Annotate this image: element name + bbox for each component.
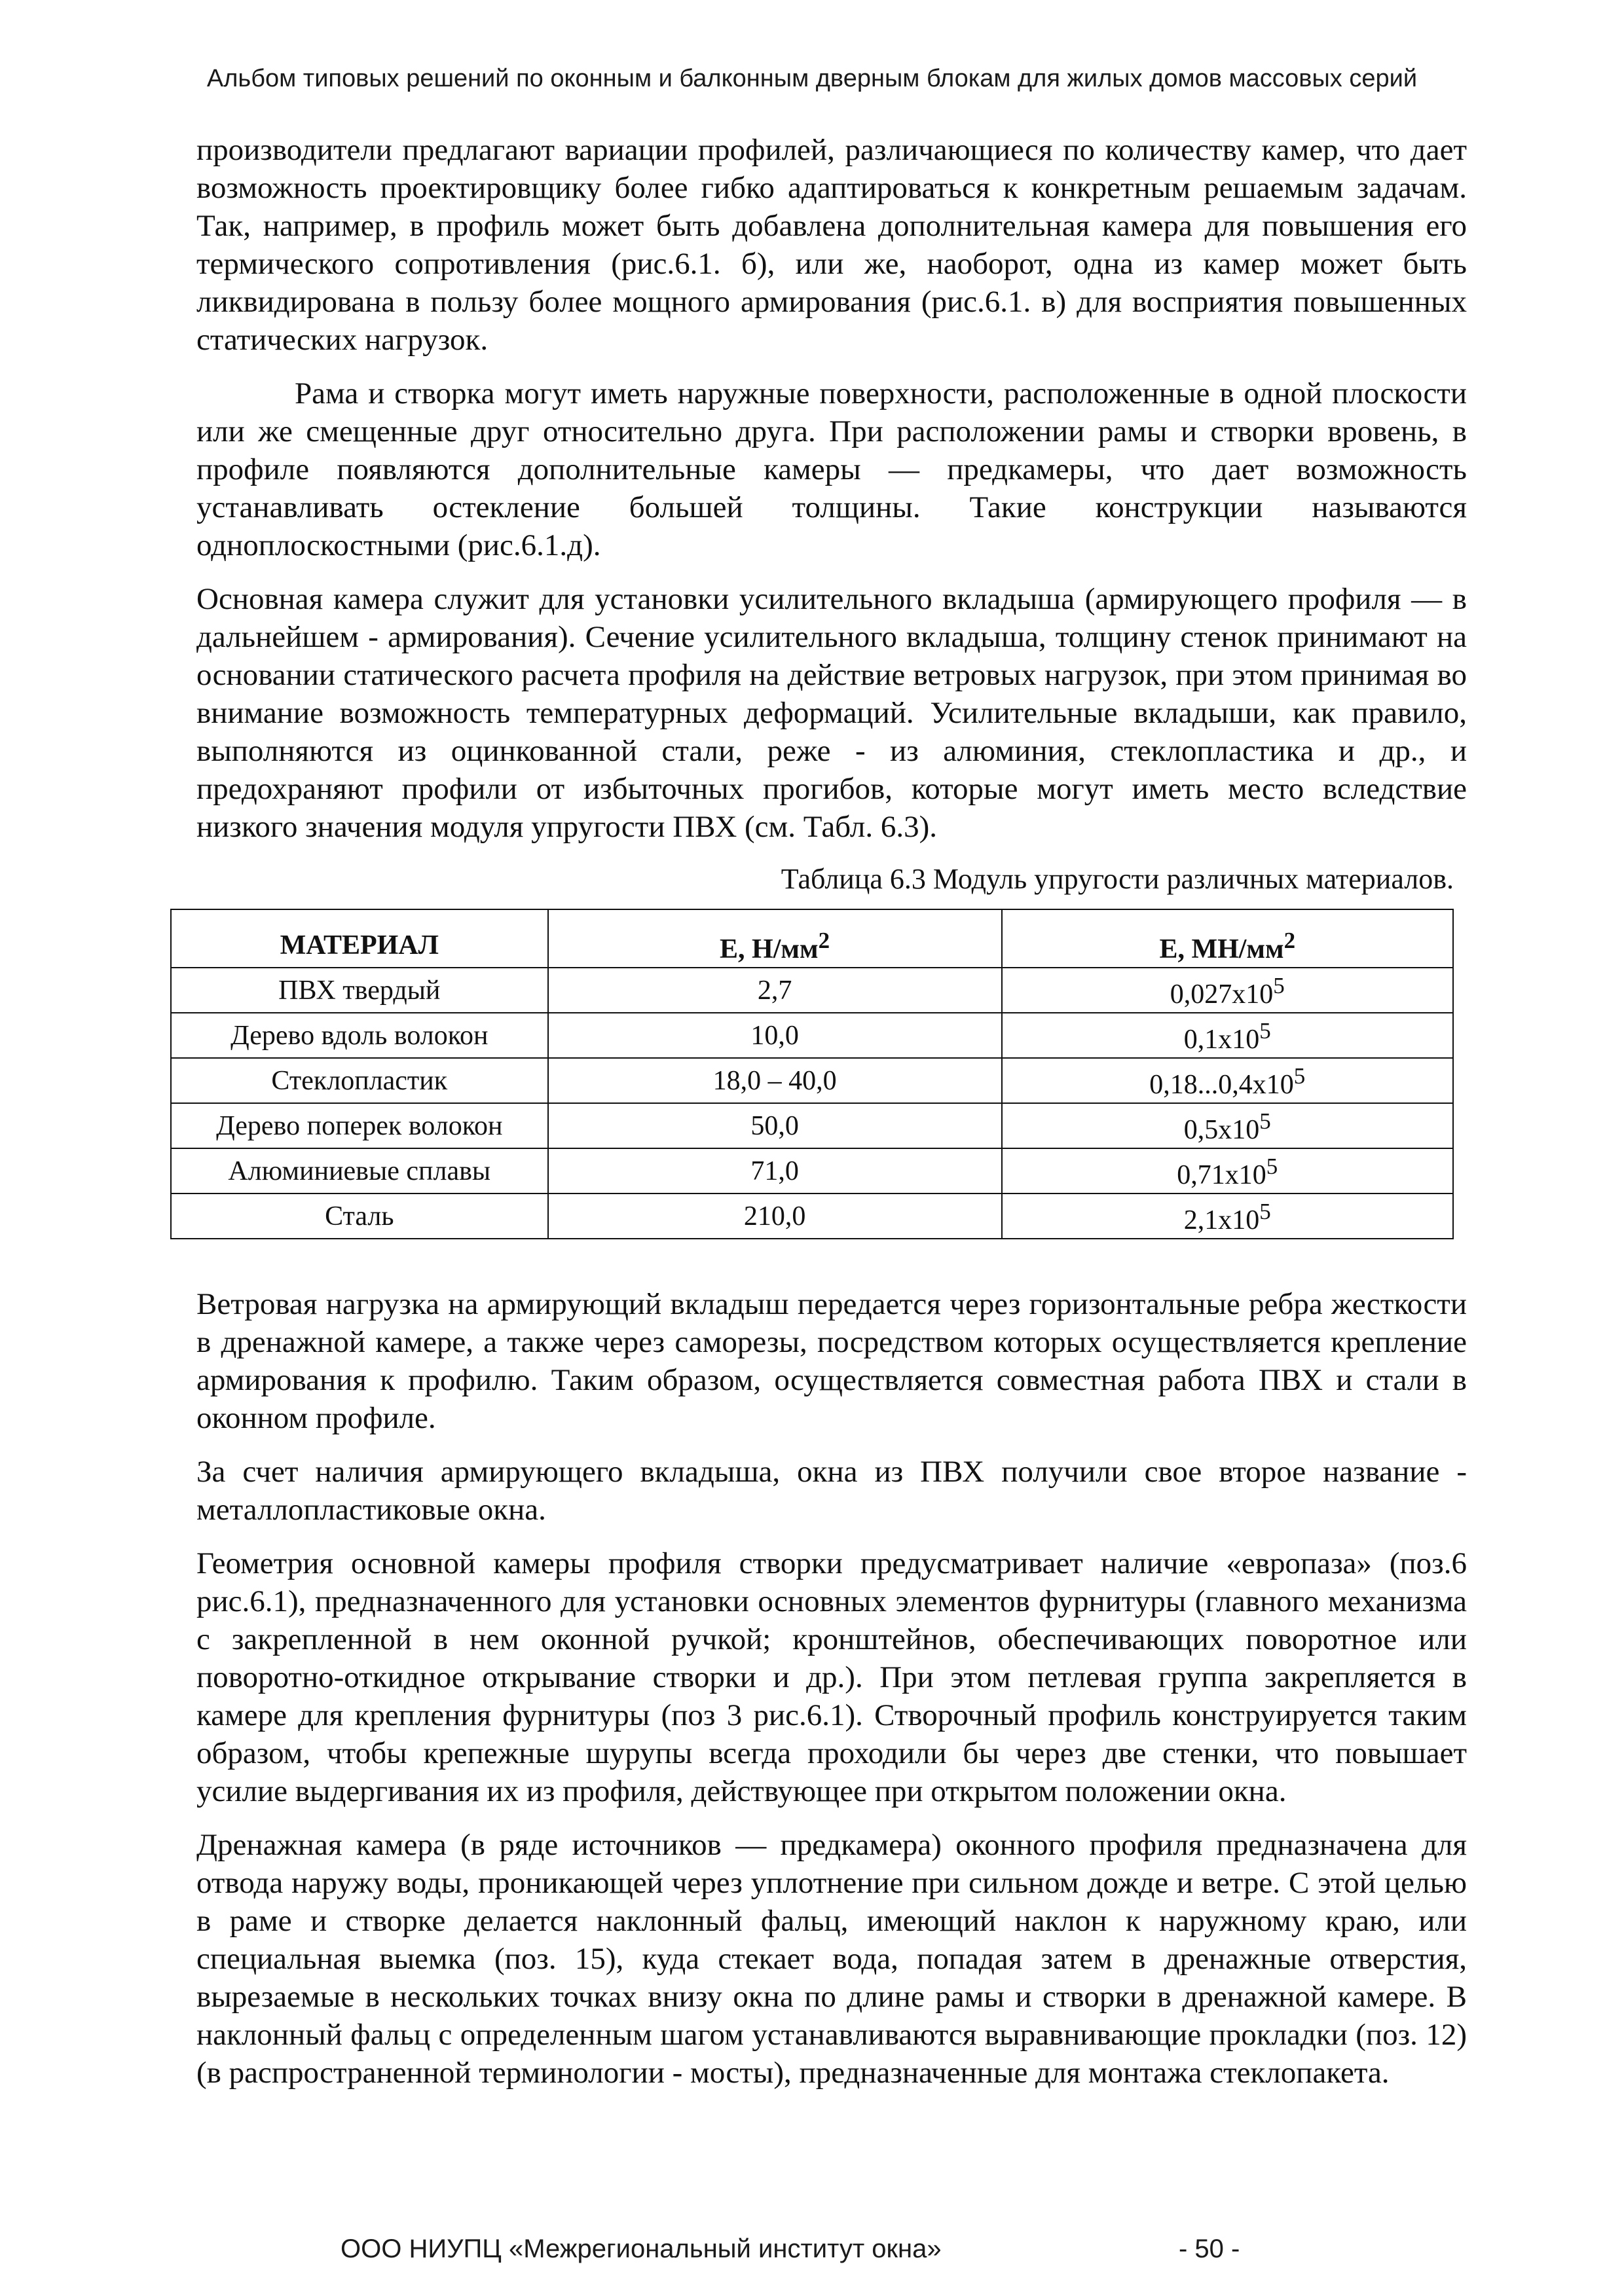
header-e-n: Е, $Н/мм^2$ — [548, 909, 1002, 968]
cell-e-mn: $0,1х10^5$ — [1002, 1013, 1453, 1058]
table-row — [171, 1194, 1453, 1239]
footer-organization: ООО НИУПЦ «Межрегиональный институт окна» — [341, 2234, 942, 2263]
cell-material: ПВХ твердый — [171, 968, 548, 1013]
table-row — [171, 1103, 1453, 1148]
cell-e-n: 18,0 – 40,0 — [548, 1058, 1002, 1103]
table-caption: Таблица 6.3 Модуль упругости различных материалов. — [781, 863, 1454, 895]
paragraph: Ветровая нагрузка на армирующий вкладыш передается через горизонтальные ребра жесткости в дренажной камере, а также через саморезы, посредством которых осуществляется крепление армирования к профилю. Таким образом, осуществляется совместная работа ПВХ и стали в оконном профиле. — [196, 1287, 1467, 1435]
table-row — [171, 1148, 1453, 1194]
cell-material: Дерево вдоль волокон — [171, 1013, 548, 1058]
cell-e-mn: $0,71х10^5$ — [1002, 1148, 1453, 1194]
header-e-mn: Е, $МН/мм^2$ — [1002, 909, 1453, 968]
cell-material: Алюминиевые сплавы — [171, 1148, 548, 1194]
main-content — [196, 131, 1467, 2107]
cell-e-n: 50,0 — [548, 1103, 1002, 1148]
page-number: - 50 - — [1179, 2234, 1240, 2263]
cell-material: Стеклопластик — [171, 1058, 548, 1103]
cell-e-n: 71,0 — [548, 1148, 1002, 1194]
cell-e-mn: $0,18...0,4х10^5$ — [1002, 1058, 1453, 1103]
elasticity-table — [170, 909, 1454, 1239]
page-header — [144, 63, 1480, 94]
paragraph: производители предлагают вариации профилей, различающиеся по количеству камер, что дает возможность проектировщику более гибко адаптироваться к конкретным решаемым задачам. Так, например, в профиль может быть добавлена дополнительная камера для повышения его термического сопротивления (рис.6.1. б), или же, наоборот, одна из камер может быть ликвидирована в пользу более мощного армирования (рис.6.1. в) для восприятия повышенных статических нагрузок. — [196, 133, 1467, 357]
cell-e-n: 210,0 — [548, 1194, 1002, 1239]
cell-e-mn: $0,027х10^5$ — [1002, 968, 1453, 1013]
paragraph: Рама и створка могут иметь наружные поверхности, расположенные в одной плоскости или же смещенные друг относительно друга. При расположении рамы и створки вровень, в профиле появляются дополнительные камеры — предкамеры, что дает возможность устанавливать остекление большей толщины. Такие конструкции называются одноплоскостными (рис.6.1.д). — [196, 376, 1467, 562]
table-row — [171, 968, 1453, 1013]
paragraph: Геометрия основной камеры профиля створки предусматривает наличие «европаза» (поз.6 рис.6.1), предназначенного для установки основных элементов фурнитуры (главного механизма с закрепленной в нем оконной ручкой; кронштейнов, обеспечивающих поворотное или поворотно-откидное открывание створки и др.). При этом петлевая группа закрепляется в камере для крепления фурнитуры (поз 3 рис.6.1). Створочный профиль конструируется таким образом, чтобы крепежные шурупы всегда проходили бы через две стенки, что повышает усилие выдергивания их из профиля, действующее при открытом положении окна. — [196, 1546, 1467, 1808]
cell-e-mn: $2,1х10^5$ — [1002, 1194, 1453, 1239]
cell-e-n: 2,7 — [548, 968, 1002, 1013]
paragraph: Дренажная камера (в ряде источников — предкамера) оконного профиля предназначена для отвода наружу воды, проникающей через уплотнение при сильном дожде и ветре. С этой целью в раме и створке делается наклонный фальц, имеющий наклон к наружному краю, или специальная выемка (поз. 15), куда стекает вода, попадая затем в дренажные отверстия, вырезаемые в нескольких точках внизу окна по длине рамы и створки в дренажной камере. В наклонный фальц с определенным шагом устанавливаются выравнивающие прокладки (поз. 12) (в распространенной терминологии - мосты), предназначенные для монтажа стеклопакета. — [196, 1828, 1467, 2090]
cell-e-n: 10,0 — [548, 1013, 1002, 1058]
cell-e-mn: $0,5х10^5$ — [1002, 1103, 1453, 1148]
paragraph: Основная камера служит для установки усилительного вкладыша (армирующего профиля — в дальнейшем - армирования). Сечение усилительного вкладыша, толщину стенок принимают на основании статического расчета профиля на действие ветровых нагрузок, при этом принимая во внимание возможность температурных деформаций. Усилительные вкладыши, как правило, выполняются из оцинкованной стали, реже - из алюминия, стеклопластика и др., и предохраняют профили от избыточных прогибов, которые могут иметь место вследствие низкого значения модуля упругости ПВХ (см. Табл. 6.3). — [196, 582, 1467, 844]
cell-material: Сталь — [171, 1194, 548, 1239]
paragraph: За счет наличия армирующего вкладыша, окна из ПВХ получили свое второе название - металлопластиковые окна. — [196, 1455, 1467, 1527]
cell-material: Дерево поперек волокон — [171, 1103, 548, 1148]
document-title: Альбом типовых решений по оконным и балконным дверным блокам для жилых домов массовых серий — [206, 65, 1418, 92]
table-row — [171, 1013, 1453, 1058]
header-material: МАТЕРИАЛ — [171, 909, 548, 968]
table-row — [171, 1058, 1453, 1103]
table-header-row — [171, 909, 1453, 968]
